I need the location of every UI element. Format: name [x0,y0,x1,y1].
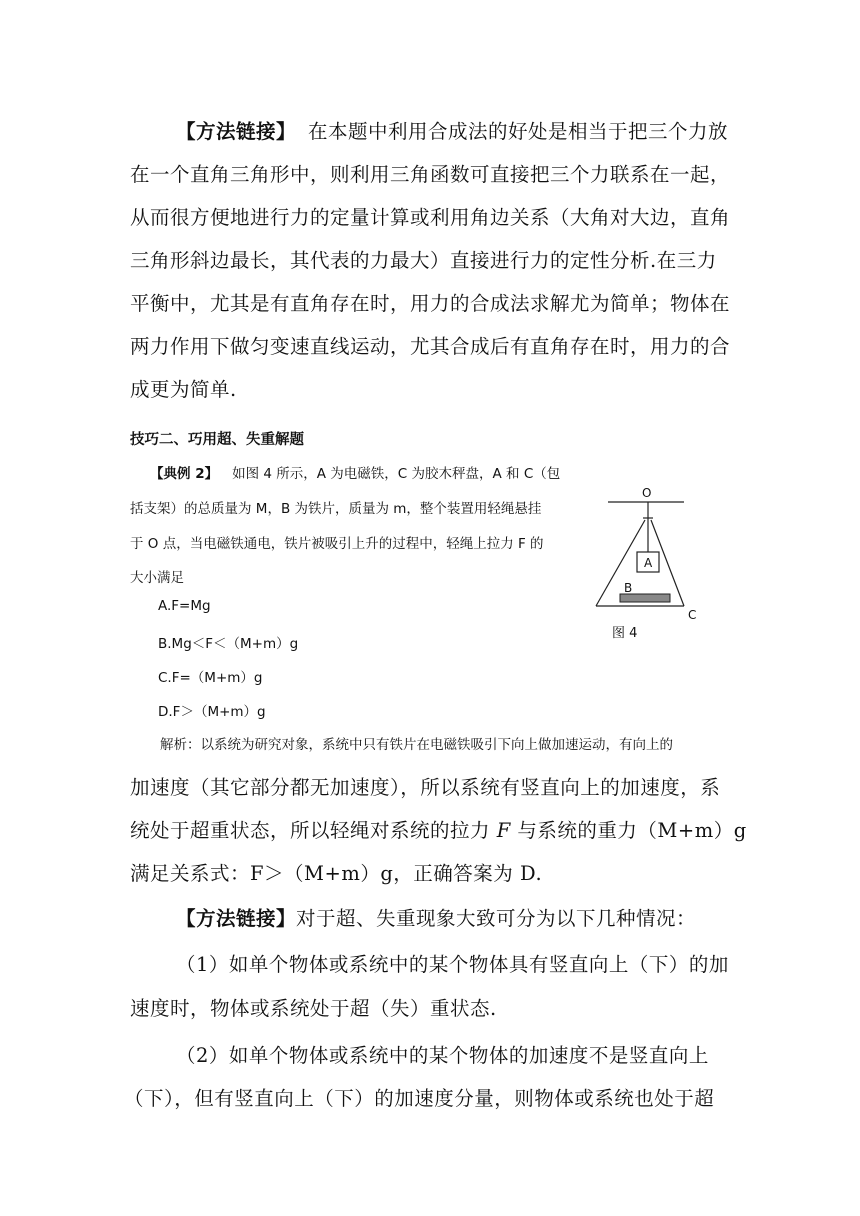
label-o: O [642,486,652,500]
label-b: B [624,581,633,595]
para1-line: 在本题中利用合成法的好处是相当于把三个力放 [308,120,729,143]
example-line: 于 O 点，当电磁铁通电，铁片被吸引上升的过程中，轻绳上拉力 F 的 [130,536,544,552]
para5-line: （下），但有竖直向上（下）的加速度分量，则物体或系统也处于超 [124,1087,715,1110]
para1-line: 从而很方便地进行力的定量计算或利用角边关系（大角对大边，直角 [130,206,731,229]
method-link-label: 【方法链接】 [176,120,297,143]
section-heading: 技巧二、巧用超、失重解题 [130,432,304,448]
para2-line: 满足关系式：F＞（M+m）g，正确答案为 D. [130,862,543,885]
option-c: C.F=（M+m）g [158,670,263,686]
option-b: B.Mg＜F＜（M+m）g [158,636,299,652]
figure-caption: 图 4 [612,626,638,641]
para1-line: 三角形斜边最长，其代表的力最大）直接进行力的定性分析.在三力 [130,249,717,272]
option-a: A.F=Mg [158,598,211,614]
force-symbol: F [496,819,511,842]
option-d: D.F＞（M+m）g [158,704,266,720]
example-line: 如图 4 所示，A 为电磁铁，C 为胶木秤盘，A 和 C（包 [232,466,561,482]
para1-line: 两力作用下做匀变速直线运动，尤其合成后有直角存在时，用力的合 [130,335,731,358]
para4-line: （1）如单个物体或系统中的某个物体具有竖直向上（下）的加 [176,953,729,976]
para2-line: 与系统的重力（M+m）g [510,819,747,842]
figure-4 [588,482,718,642]
apparatus-diagram [588,482,718,642]
label-c: C [688,608,697,622]
para3-text: 对于超、失重现象大致可分为以下几种情况： [296,907,697,930]
para1-line: 平衡中，尤其是有直角存在时，用力的合成法求解尤为简单；物体在 [130,292,731,315]
iron-plate-b [620,594,670,602]
method-link-label: 【方法链接】 [176,907,297,930]
para1-line: 在一个直角三角形中，则利用三角函数可直接把三个力联系在一起， [130,163,731,186]
example-line: 括支架）的总质量为 M，B 为铁片，质量为 m，整个装置用轻绳悬挂 [130,501,542,517]
para2-line: 统处于超重状态，所以轻绳对系统的拉力 [130,819,497,842]
label-a: A [644,556,653,570]
example-line: 大小满足 [130,570,184,586]
para2-line: 加速度（其它部分都无加速度），所以系统有竖直向上的加速度，系 [130,776,721,799]
para4-line: 速度时，物体或系统处于超（失）重状态. [130,997,497,1020]
example-label: 【典例 2】 [150,466,219,482]
analysis-line: 解析：以系统为研究对象，系统中只有铁片在电磁铁吸引下向上做加速运动，有向上的 [160,737,673,753]
para1-line: 成更为简单. [130,378,237,401]
para5-line: （2）如单个物体或系统中的某个物体的加速度不是竖直向上 [176,1044,709,1067]
